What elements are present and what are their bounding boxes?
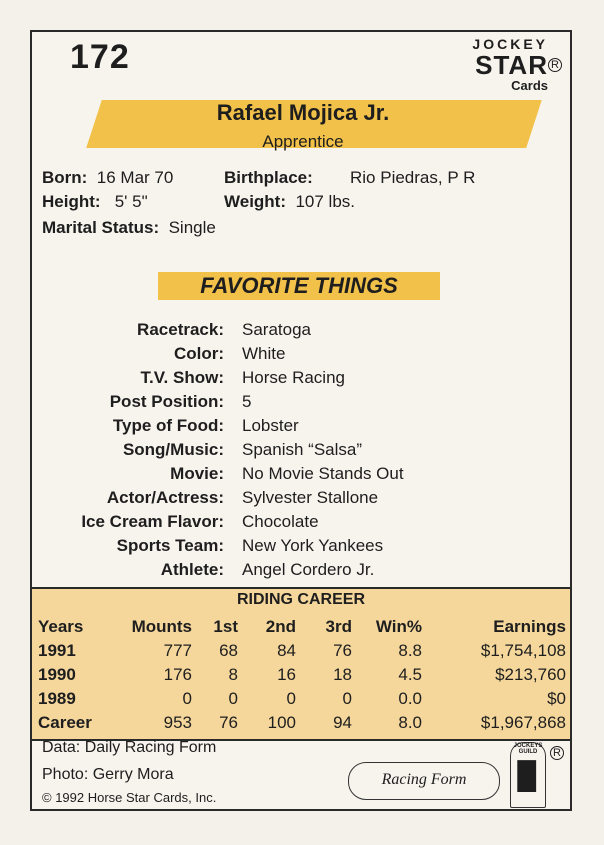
- header-2nd: 2nd: [265, 617, 296, 636]
- row-win-pct: 4.5: [398, 665, 422, 684]
- favorite-value: Lobster: [242, 416, 299, 435]
- favorite-label: Actor/Actress:: [106, 488, 224, 507]
- weight-label: Weight:: [224, 192, 287, 211]
- favorite-value: No Movie Stands Out: [242, 464, 404, 483]
- row-earnings: $1,967,868: [480, 713, 566, 732]
- favorite-value: New York Yankees: [242, 536, 384, 555]
- birthplace-value: Rio Piedras, P R: [350, 168, 476, 187]
- favorite-value: Angel Cordero Jr.: [242, 560, 375, 579]
- row-1st: 68: [219, 641, 238, 660]
- favorite-label: Type of Food:: [112, 416, 224, 435]
- table-row: [38, 711, 566, 735]
- row-earnings: $213,760: [495, 665, 566, 684]
- row-2nd: 84: [277, 641, 296, 660]
- row-win-pct: 0.0: [398, 689, 422, 708]
- row-mounts: 953: [163, 713, 192, 732]
- row-earnings: $1,754,108: [480, 641, 566, 660]
- row-win-pct: 8.8: [398, 641, 422, 660]
- born-label: Born:: [42, 168, 88, 187]
- favorite-label: Sports Team:: [116, 536, 224, 555]
- row-2nd: 100: [267, 713, 296, 732]
- favorite-label: Song/Music:: [122, 440, 224, 459]
- header-win-pct: Win%: [375, 617, 422, 636]
- player-name: Rafael Mojica Jr.: [216, 100, 390, 125]
- favorite-value: Horse Racing: [242, 368, 345, 387]
- row-1st: 0: [228, 689, 238, 708]
- birthplace-label: Birthplace:: [224, 168, 313, 187]
- row-mounts: 0: [182, 689, 192, 708]
- trading-card: [30, 30, 572, 811]
- favorite-label: Post Position:: [109, 392, 224, 411]
- row-mounts: 777: [163, 641, 192, 660]
- registered-icon: R: [550, 746, 564, 760]
- bio-marital: [42, 218, 216, 238]
- row-year: 1990: [38, 665, 76, 684]
- bio-height: [42, 192, 148, 212]
- favorite-label: Ice Cream Flavor:: [81, 512, 224, 531]
- favorite-value: White: [242, 344, 286, 363]
- card-number: 172: [70, 38, 130, 76]
- favorite-label: T.V. Show:: [140, 368, 224, 387]
- bio-weight: [224, 192, 355, 212]
- row-win-pct: 8.0: [398, 713, 422, 732]
- daily-racing-form-logo: Racing Form: [348, 762, 500, 800]
- career-header-row: [38, 615, 566, 639]
- row-year: 1991: [38, 641, 76, 660]
- favorite-label: Movie:: [170, 464, 224, 483]
- row-3rd: 18: [333, 665, 352, 684]
- favorite-value: Saratoga: [242, 320, 311, 339]
- favorite-value: Sylvester Stallone: [242, 488, 379, 507]
- logo-top-text: JOCKEY: [472, 36, 548, 52]
- bio-birthplace: [224, 168, 313, 188]
- header-1st: 1st: [213, 617, 238, 636]
- logo-bottom-text: Cards: [511, 78, 548, 93]
- header-3rd: 3rd: [325, 617, 352, 636]
- favorite-label: Color:: [173, 344, 224, 363]
- row-1st: 76: [219, 713, 238, 732]
- height-value: 5' 5": [114, 192, 148, 211]
- marital-value: Single: [168, 218, 216, 237]
- favorite-value: Chocolate: [242, 512, 319, 531]
- registered-icon: R: [548, 58, 562, 72]
- marital-label: Marital Status:: [42, 218, 160, 237]
- row-2nd: 16: [277, 665, 296, 684]
- table-row: [38, 639, 566, 663]
- row-earnings: $0: [547, 689, 566, 708]
- jockey-star-cards-logo: [428, 36, 559, 106]
- favorite-label: Racetrack:: [137, 320, 224, 339]
- jockeys-guild-logo: [510, 742, 546, 808]
- riding-career-box: [32, 587, 570, 741]
- row-year: 1989: [38, 689, 76, 708]
- footer-data-credit: Data: Daily Racing Form: [42, 739, 217, 756]
- header-mounts: Mounts: [131, 617, 192, 636]
- guild-logo-text: JOCKEYS GUILD: [513, 743, 543, 755]
- row-mounts: 176: [163, 665, 192, 684]
- footer-copyright: © 1992 Horse Star Cards, Inc.: [42, 790, 217, 805]
- row-3rd: 0: [342, 689, 352, 708]
- logo-star-text: STAR: [475, 50, 548, 80]
- header-earnings: Earnings: [493, 617, 566, 636]
- favorite-value: Spanish “Salsa”: [242, 440, 363, 459]
- table-row: [38, 663, 566, 687]
- table-row: [38, 687, 566, 711]
- row-year: Career: [38, 713, 92, 732]
- row-1st: 8: [228, 665, 238, 684]
- row-2nd: 0: [286, 689, 296, 708]
- career-table: [38, 615, 566, 735]
- footer-photo-credit: Photo: Gerry Mora: [42, 766, 174, 783]
- boot-icon: ▉: [518, 761, 538, 791]
- bio-born: [42, 168, 173, 188]
- row-3rd: 94: [333, 713, 352, 732]
- weight-value: 107 lbs.: [295, 192, 356, 211]
- favorite-value: 5: [242, 392, 252, 411]
- player-title: Apprentice: [262, 132, 344, 151]
- height-label: Height:: [42, 192, 101, 211]
- favorites-title: FAVORITE THINGS: [200, 273, 398, 298]
- header-years: Years: [38, 617, 84, 636]
- favorite-label: Athlete:: [160, 560, 224, 579]
- row-3rd: 76: [333, 641, 352, 660]
- born-value: 16 Mar 70: [96, 168, 174, 187]
- career-title: RIDING CAREER: [236, 591, 365, 608]
